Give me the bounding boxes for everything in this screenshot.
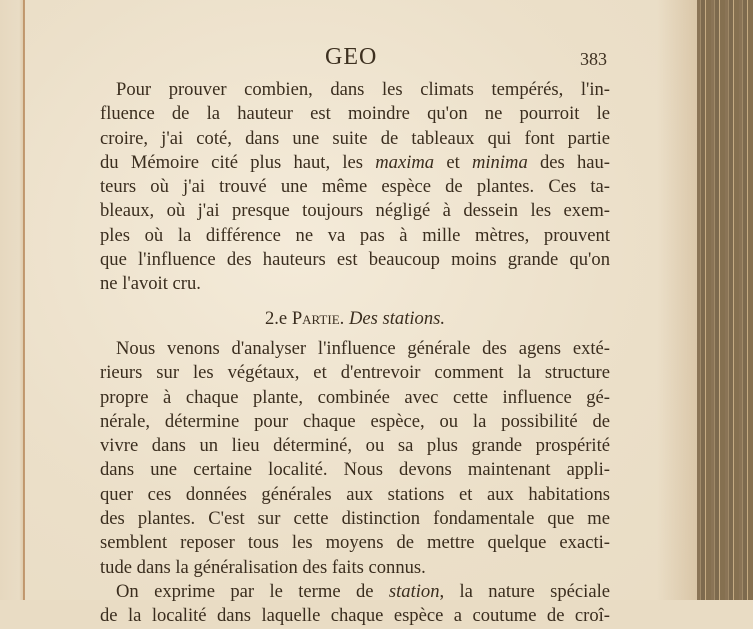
paragraph-3 bbox=[100, 580, 610, 629]
book-page bbox=[25, 0, 697, 627]
running-head: GEO bbox=[325, 44, 378, 70]
text-line: rieurs sur les végétaux, et d'entrevoir comment la structure bbox=[100, 362, 610, 384]
text-line: du Mémoire cité plus haut, les maxima et minima des hau- bbox=[100, 151, 610, 173]
paragraph-1 bbox=[100, 78, 610, 297]
section-heading bbox=[100, 307, 610, 331]
text-line: ne l'avoit cru. bbox=[100, 273, 201, 295]
paragraph-2 bbox=[100, 337, 610, 580]
page-edges bbox=[697, 0, 753, 600]
text-line: croire, j'ai coté, dans une suite de tableaux qui font partie bbox=[100, 127, 610, 149]
text-line: Pour prouver combien, dans les climats tempérés, l'in- bbox=[116, 79, 610, 100]
text-line: Nous venons d'analyser l'influence générale des agens exté- bbox=[116, 337, 610, 359]
text-line: des plantes. C'est sur cette distinction fondamentale que me bbox=[100, 508, 610, 530]
section-number: 2.e bbox=[264, 307, 288, 329]
text-line: fluence de la hauteur est moindre qu'on ne pourroit le bbox=[100, 103, 610, 125]
text-line: que l'influence des hauteurs est beaucoup moins grande qu'on bbox=[100, 249, 610, 271]
page-number: 383 bbox=[580, 49, 607, 69]
italic-term: station bbox=[388, 580, 440, 602]
italic-term: minima bbox=[471, 151, 528, 173]
text-line: vivre dans un lieu déterminé, ou sa plus grande prospérité bbox=[100, 435, 610, 457]
section-title: Des stations. bbox=[348, 307, 446, 329]
text-line: quer ces données générales aux stations et aux habitations bbox=[100, 483, 610, 505]
text-line: teurs où j'ai trouvé une même espèce de plantes. Ces ta- bbox=[100, 176, 610, 198]
page-header bbox=[25, 44, 697, 74]
text-line: On exprime par le terme de station, la nature spéciale bbox=[116, 580, 610, 602]
text-line: ples où la différence ne va pas à mille mètres, prouvent bbox=[100, 224, 610, 246]
italic-term: maxima bbox=[375, 151, 435, 173]
text-line: propre à chaque plante, combinée avec cette influence gé- bbox=[100, 386, 610, 408]
body-text bbox=[100, 78, 610, 629]
text-line: dans une certaine localité. Nous devons maintenant appli- bbox=[100, 459, 610, 481]
text-line: semblent reposer tous les moyens de mettre quelque exacti- bbox=[100, 532, 610, 554]
text-line: de la localité dans laquelle chaque espèce a coutume de croî- bbox=[100, 605, 610, 627]
text-line: tude dans la généralisation des faits connus. bbox=[100, 556, 426, 578]
facing-page-edge bbox=[0, 0, 24, 600]
section-label: Partie. bbox=[291, 307, 345, 329]
text-line: nérale, détermine pour chaque espèce, ou la possibilité de bbox=[100, 410, 610, 432]
text-line: bleaux, où j'ai presque toujours négligé à dessein les exem- bbox=[100, 200, 610, 222]
